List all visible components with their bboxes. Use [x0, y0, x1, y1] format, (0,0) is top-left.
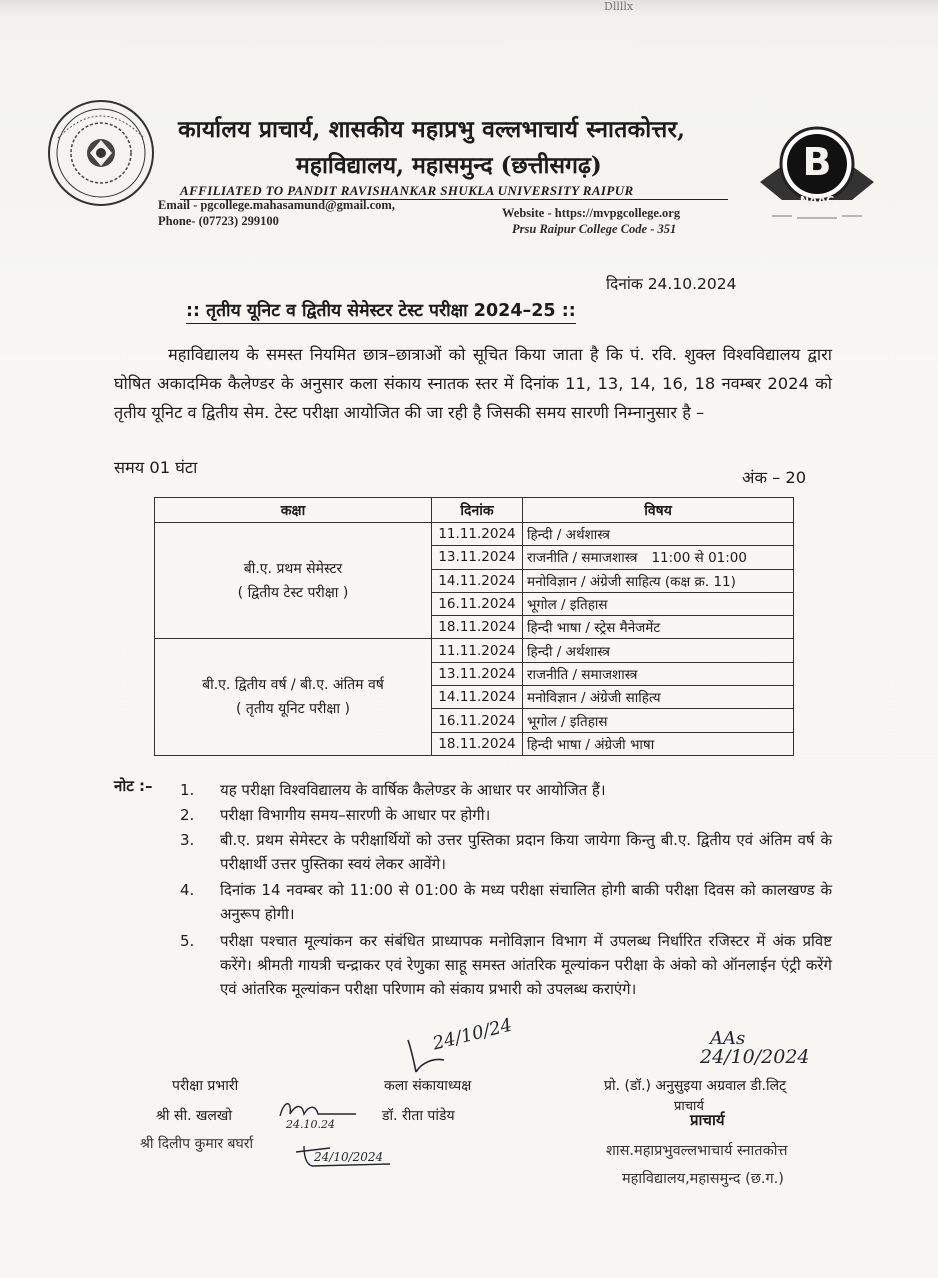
member-name-1: श्री सी. खलखो — [156, 1108, 233, 1124]
row-date: 11.11.2024 — [432, 523, 523, 546]
handwritten-date-1: 24/10/24 — [430, 1014, 515, 1055]
phone: Phone- (07723) 299100 — [158, 214, 279, 228]
website: Website - https://mvpgcollege.org — [502, 206, 681, 220]
row-subject: भूगोल / इतिहास — [523, 709, 794, 732]
notice-date: दिनांक 24.10.2024 — [606, 275, 737, 293]
row-date: 16.11.2024 — [432, 592, 523, 615]
notice-body — [114, 340, 832, 427]
col-date: दिनांक — [432, 498, 523, 523]
bleed-text-2: Dllllx — [604, 0, 634, 13]
row-date: 16.11.2024 — [432, 709, 523, 732]
table-row — [155, 523, 794, 546]
row-date: 13.11.2024 — [432, 662, 523, 685]
exam-schedule-table — [154, 497, 794, 756]
note-number: 4. — [180, 881, 195, 899]
class-group-2-sub: ( तृतीय यूनिट परीक्षा ) — [236, 701, 350, 718]
table-row — [155, 639, 794, 662]
row-subject: हिन्दी / अर्थशास्त्र — [523, 523, 794, 546]
college-seal-logo — [46, 98, 156, 208]
col-class: कक्षा — [155, 498, 432, 523]
naac-label: NAAC — [799, 194, 835, 207]
class-group-2-name: बी.ए. द्वितीय वर्ष / बी.ए. अंतिम वर्ष — [202, 677, 384, 694]
row-subject: मनोविज्ञान / अंग्रेजी साहित्य (कक्ष क्र. 11) — [523, 569, 794, 592]
class-group-2 — [155, 639, 432, 755]
row-date: 13.11.2024 — [432, 546, 523, 569]
member-name-2: श्री दिलीप कुमार बघर्रा — [140, 1136, 254, 1152]
naac-grade-letter: B — [802, 140, 832, 184]
row-subject: हिन्दी भाषा / अंग्रेजी भाषा — [523, 732, 794, 755]
email: Email - pgcollege.mahasamund@gmail.com, — [158, 198, 395, 212]
dean-label: कला संकायाध्यक्ष — [384, 1078, 472, 1094]
row-date: 18.11.2024 — [432, 732, 523, 755]
handwritten-initials: AAs — [710, 1028, 746, 1049]
handwritten-date-3: 24.10.24 — [286, 1118, 335, 1131]
class-group-1-name: बी.ए. प्रथम सेमेस्टर — [243, 560, 343, 577]
note-text: बी.ए. प्रथम सेमेस्टर के परीक्षार्थियों को उत्तर पुस्तिका प्रदान किया जायेगा किन्तु बी.ए. द्वितीय एवं अंतिम वर्ष के परीक्षार्थी उत्तर पुस्तिका स्वयं लेकर आवेंगे। — [220, 831, 832, 873]
class-group-1-sub: ( द्वितीय टेस्ट परीक्षा ) — [237, 584, 349, 601]
principal-designation-small: प्राचार्य — [674, 1099, 704, 1114]
row-subject: भूगोल / इतिहास — [523, 592, 794, 615]
exam-marks: अंक – 20 — [742, 468, 807, 487]
note-text: परीक्षा पश्चात मूल्यांकन कर संबंधित प्राध्यापक मनोविज्ञान विभाग में उपलब्ध निर्धारित रजिस्टर में अंक प्रविष्ट करेंगे। श्रीमती गायत्री चन्द्राकर एवं रेणुका साहू समस्त आंतरिक मूल्यांकन परीक्षा के अंको को ऑनलाईन एंट्री करेंगे एवं आंतरिक मूल्यांकन परीक्षा परिणाम को संकाय प्रभारी को उपलब्ध कराएंगे। — [220, 932, 832, 998]
note-number: 5. — [180, 932, 195, 950]
college-code: Prsu Raipur College Code - 351 — [512, 222, 677, 236]
note-number: 1. — [180, 781, 195, 799]
affiliation-line: AFFILIATED TO PANDIT RAVISHANKAR SHUKLA UNIVERSITY RAIPUR — [180, 182, 728, 200]
exam-incharge-label: परीक्षा प्रभारी — [172, 1078, 239, 1094]
principal-designation: प्राचार्य — [690, 1111, 725, 1129]
note-number: 3. — [180, 831, 195, 849]
row-subject: मनोविज्ञान / अंग्रेजी साहित्य — [523, 686, 794, 709]
row-date: 11.11.2024 — [432, 639, 523, 662]
row-date: 18.11.2024 — [432, 616, 523, 639]
principal-name: प्रो. (डॉ.) अनुसुइया अग्रवाल डी.लिट् — [604, 1078, 787, 1094]
note-text: परीक्षा विभागीय समय–सारणी के आधार पर होगी। — [220, 806, 491, 824]
row-date: 14.11.2024 — [432, 686, 523, 709]
note-number: 2. — [180, 806, 195, 824]
row-date: 14.11.2024 — [432, 569, 523, 592]
table-header-row — [155, 498, 794, 523]
note-text: यह परीक्षा विश्वविद्यालय के वार्षिक कैलेण्डर के आधार पर आयोजित हैं। — [220, 781, 606, 799]
row-subject: हिन्दी भाषा / स्ट्रेस मैनेजमेंट — [523, 616, 794, 639]
exam-duration: समय 01 घंटा — [114, 458, 198, 477]
row-subject-text: राजनीति / समाजशास्त्र — [527, 550, 638, 567]
col-subject: विषय — [523, 498, 794, 523]
notes-heading: नोट :– — [114, 777, 153, 795]
notice-title: :: तृतीय यूनिट व द्वितीय सेमेस्टर टेस्ट परीक्षा 2024–25 :: — [186, 298, 576, 324]
row-subject: हिन्दी / अर्थशास्त्र — [523, 639, 794, 662]
header-line-1: कार्यालय प्राचार्य, शासकीय महाप्रभु वल्लभाचार्य स्नातकोत्तर, — [178, 116, 686, 143]
dean-name: डॉ. रीता पांडेय — [382, 1108, 455, 1124]
principal-stamp-line-2: महाविद्यालय,महासमुन्द (छ.ग.) — [622, 1171, 784, 1187]
row-subject — [523, 546, 794, 569]
notice-body-text: महाविद्यालय के समस्त नियमित छात्र–छात्राओं को सूचित किया जाता है कि पं. रवि. शुक्ल विश्वविद्यालय द्वारा घोषित अकादमिक कैलेण्डर के अनुसार कला संकाय स्नातक स्तर में दिनांक 11, 13, 14, 16, 18 नवम्बर 2024 को तृतीय यूनिट व द्वितीय सेम. टेस्ट परीक्षा आयोजित की जा रही है जिसकी समय सारणी निम्नानुसार है – — [114, 345, 832, 422]
class-group-1 — [155, 523, 432, 639]
principal-stamp-line-1: शास.महाप्रभुवल्लभाचार्य स्नातकोत्त — [606, 1143, 788, 1159]
top-bleed-through — [0, 0, 938, 18]
exam-time-note: 11:00 से 01:00 — [651, 550, 747, 567]
note-text: दिनांक 14 नवम्बर को 11:00 से 01:00 के मध्य परीक्षा संचालित होगी बाकी परीक्षा दिवस को कालखण्ड के अनुरूप होगी। — [220, 881, 832, 923]
handwritten-date-2: 24/10/2024 — [700, 1046, 810, 1068]
header-line-2: महाविद्यालय, महासमुन्द (छत्तीसगढ़) — [296, 152, 602, 179]
row-subject: राजनीति / समाजशास्त्र — [523, 662, 794, 685]
handwritten-date-4: 24/10/2024 — [314, 1150, 384, 1164]
